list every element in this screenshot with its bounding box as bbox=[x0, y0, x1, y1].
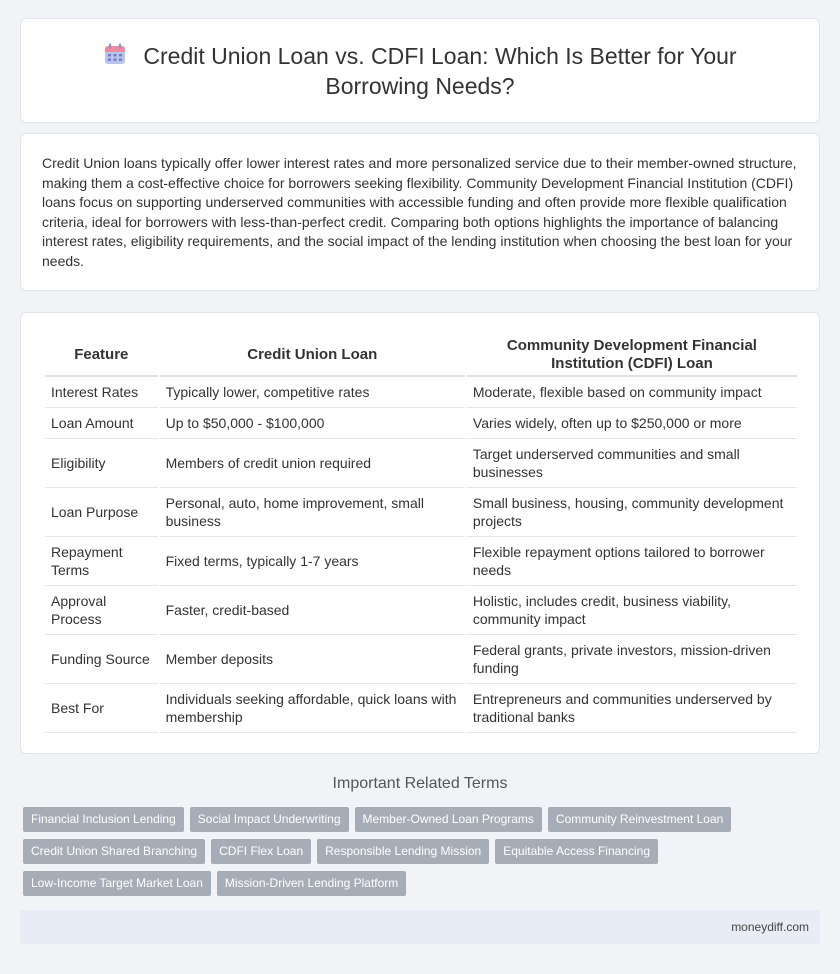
header-cdfi: Community Development Financial Institution (CDFI) Loan bbox=[467, 335, 797, 377]
intro-paragraph: Credit Union loans typically offer lower interest rates and more personalized service due to their member-owned structure, making them a cost-effective choice for borrowers seeking flexibility. Community Development Financial Institution (CDFI) loans focus on supporting underserved communities with accessible funding and often provide more flexible qualification criteria, ideal for borrowers with less-than-perfect credit. Comparing both options highlights the importance of balancing interest rates, eligibility requirements, and the social impact of the lending institution when choosing the best loan for your needs. bbox=[42, 155, 797, 269]
cdfi-cell: Federal grants, private investors, mission-driven funding bbox=[467, 635, 797, 684]
table-row bbox=[45, 377, 797, 408]
title-line-1: Credit Union Loan vs. CDFI Loan: Which Is Better for Your bbox=[143, 43, 737, 69]
feature-cell: Eligibility bbox=[45, 439, 158, 488]
credit-union-cell: Up to $50,000 - $100,000 bbox=[160, 408, 465, 439]
cdfi-cell: Small business, housing, community development projects bbox=[467, 488, 797, 537]
related-term-tag[interactable]: Responsible Lending Mission bbox=[317, 839, 489, 864]
feature-cell: Interest Rates bbox=[45, 377, 158, 408]
credit-union-cell: Individuals seeking affordable, quick loans with membership bbox=[160, 684, 465, 733]
related-term-tag[interactable]: Social Impact Underwriting bbox=[190, 807, 349, 832]
related-term-tag[interactable]: Financial Inclusion Lending bbox=[23, 807, 184, 832]
intro-card bbox=[20, 133, 820, 291]
credit-union-cell: Personal, auto, home improvement, small business bbox=[160, 488, 465, 537]
feature-cell: Loan Amount bbox=[45, 408, 158, 439]
page-title bbox=[21, 41, 819, 101]
credit-union-cell: Member deposits bbox=[160, 635, 465, 684]
cdfi-cell: Entrepreneurs and communities underserved by traditional banks bbox=[467, 684, 797, 733]
credit-union-cell: Faster, credit-based bbox=[160, 586, 465, 635]
title-line-2: Borrowing Needs? bbox=[325, 73, 515, 99]
related-term-tag[interactable]: Credit Union Shared Branching bbox=[23, 839, 205, 864]
related-term-tag[interactable]: Equitable Access Financing bbox=[495, 839, 658, 864]
comparison-table bbox=[43, 335, 799, 733]
table-row bbox=[45, 408, 797, 439]
cdfi-cell: Holistic, includes credit, business viability, community impact bbox=[467, 586, 797, 635]
table-row bbox=[45, 684, 797, 733]
calendar-icon bbox=[103, 42, 127, 66]
feature-cell: Repayment Terms bbox=[45, 537, 158, 586]
table-row bbox=[45, 635, 797, 684]
related-term-tag[interactable]: CDFI Flex Loan bbox=[211, 839, 311, 864]
footer-site-link[interactable]: moneydiff.com bbox=[731, 920, 809, 934]
table-header-row bbox=[45, 335, 797, 377]
feature-cell: Loan Purpose bbox=[45, 488, 158, 537]
footer bbox=[20, 910, 820, 944]
header-credit-union: Credit Union Loan bbox=[160, 335, 465, 377]
cdfi-cell: Flexible repayment options tailored to borrower needs bbox=[467, 537, 797, 586]
cdfi-cell: Moderate, flexible based on community impact bbox=[467, 377, 797, 408]
related-terms-tags bbox=[23, 807, 823, 903]
table-row bbox=[45, 439, 797, 488]
related-term-tag[interactable]: Community Reinvestment Loan bbox=[548, 807, 731, 832]
related-term-tag[interactable]: Mission-Driven Lending Platform bbox=[217, 871, 406, 896]
feature-cell: Best For bbox=[45, 684, 158, 733]
credit-union-cell: Members of credit union required bbox=[160, 439, 465, 488]
header-card bbox=[20, 18, 820, 123]
credit-union-cell: Fixed terms, typically 1-7 years bbox=[160, 537, 465, 586]
table-row bbox=[45, 488, 797, 537]
related-terms-title: Important Related Terms bbox=[332, 775, 508, 792]
related-term-tag[interactable]: Member-Owned Loan Programs bbox=[355, 807, 542, 832]
comparison-table-card bbox=[20, 312, 820, 754]
cdfi-cell: Varies widely, often up to $250,000 or more bbox=[467, 408, 797, 439]
credit-union-cell: Typically lower, competitive rates bbox=[160, 377, 465, 408]
header-feature: Feature bbox=[45, 335, 158, 377]
feature-cell: Funding Source bbox=[45, 635, 158, 684]
related-term-tag[interactable]: Low-Income Target Market Loan bbox=[23, 871, 211, 896]
table-row bbox=[45, 586, 797, 635]
cdfi-cell: Target underserved communities and small businesses bbox=[467, 439, 797, 488]
feature-cell: Approval Process bbox=[45, 586, 158, 635]
table-row bbox=[45, 537, 797, 586]
